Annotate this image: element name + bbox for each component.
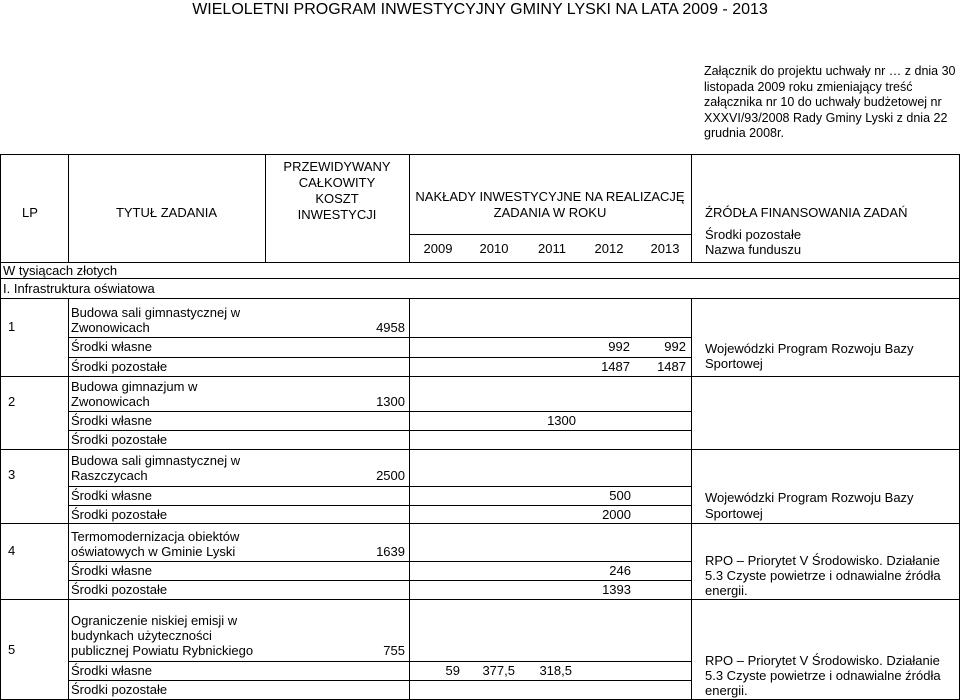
- header-title: TYTUŁ ZADANIA: [115, 205, 218, 220]
- header-spending: NAKŁADY INWESTYCYJNE NA REALIZACJĘ ZADANIA W ROKU: [415, 189, 685, 220]
- cell-value: 1487: [601, 359, 630, 374]
- task-lp: 5: [8, 642, 16, 657]
- task-lp: 3: [8, 467, 16, 482]
- task-name: oświatowych w Gminie Lyski: [71, 544, 236, 559]
- task-name: Zwonowicach: [71, 394, 150, 409]
- annex-note: Załącznik do projektu uchwały nr … z dnia 30 listopada 2009 roku zmieniający treść załącznika nr 10 do uchwały budżetowej nr XXXVI/93/2008 Rady Gminy Lyski z dnia 22 grudnia 2008r.: [704, 64, 956, 140]
- fund-name: Sportowej: [705, 506, 763, 521]
- task-cost: 1300: [376, 394, 405, 409]
- cell-value: 1393: [602, 582, 631, 597]
- task-name: Zwonowicach: [71, 320, 150, 335]
- fund-name: energii.: [705, 683, 748, 698]
- fund-name: 5.3 Czyste powietrze i odnawialne źródła: [705, 568, 941, 583]
- own-funds-label: Środki własne: [71, 488, 152, 503]
- fund-name: RPO – Priorytet V Środowisko. Działanie: [705, 553, 940, 568]
- other-funds-label: Środki pozostałe: [71, 359, 168, 374]
- cell-value: 246: [609, 563, 631, 578]
- section-title: I. Infrastruktura oświatowa: [3, 281, 155, 296]
- own-funds-label: Środki własne: [71, 563, 152, 578]
- fund-name: Wojewódzki Program Rozwoju Bazy: [705, 341, 914, 356]
- header-sources: ŹRÓDŁA FINANSOWANIA ZADAŃ: [705, 205, 908, 220]
- year-2013: 2013: [650, 241, 680, 256]
- other-funds-label: Środki pozostałe: [71, 682, 168, 697]
- cell-value: 500: [609, 488, 631, 503]
- task-name: Budowa sali gimnastycznej w: [71, 305, 241, 320]
- task-name: publicznej Powiatu Rybnickiego: [71, 643, 254, 658]
- own-funds-label: Środki własne: [71, 663, 152, 678]
- other-funds-label: Środki pozostałe: [71, 582, 168, 597]
- year-2009: 2009: [423, 241, 453, 256]
- other-funds-label: Środki pozostałe: [71, 432, 168, 447]
- task-lp: 2: [8, 394, 16, 409]
- task-name: Budowa gimnazjum w: [71, 379, 198, 394]
- units-label: W tysiącach złotych: [3, 263, 118, 278]
- fund-name: 5.3 Czyste powietrze i odnawialne źródła: [705, 668, 941, 683]
- other-funds-label: Środki pozostałe: [71, 507, 168, 522]
- fund-name: RPO – Priorytet V Środowisko. Działanie: [705, 653, 940, 668]
- fund-name: Wojewódzki Program Rozwoju Bazy: [705, 490, 914, 505]
- task-name: Termomodernizacja obiektów: [71, 529, 240, 544]
- task-cost: 2500: [376, 468, 405, 483]
- cell-value: 2000: [602, 507, 631, 522]
- cell-value: 318,5: [539, 663, 572, 678]
- year-2011: 2011: [538, 241, 566, 256]
- year-2010: 2010: [479, 241, 509, 256]
- fund-name: Sportowej: [705, 356, 763, 371]
- task-lp: 4: [8, 543, 16, 558]
- task-cost: 1639: [376, 544, 405, 559]
- cell-value: 992: [608, 339, 630, 354]
- header-other-funds: Środki pozostałe: [705, 227, 802, 242]
- cell-value: 1487: [657, 359, 686, 374]
- cell-value: 377,5: [482, 663, 515, 678]
- task-name: Ograniczenie niskiej emisji w: [71, 613, 238, 628]
- task-cost: 755: [383, 643, 405, 658]
- task-name: Raszczycach: [71, 468, 148, 483]
- cell-value: 1300: [547, 413, 576, 428]
- cell-value: 59: [445, 663, 460, 678]
- task-cost: 4958: [376, 320, 405, 335]
- task-name: Budowa sali gimnastycznej w: [71, 453, 241, 468]
- year-2012: 2012: [594, 241, 624, 256]
- header-fund-name: Nazwa funduszu: [705, 242, 802, 257]
- fund-name: energii.: [705, 583, 748, 598]
- own-funds-label: Środki własne: [71, 413, 152, 428]
- task-name: budynkach użyteczności: [71, 628, 212, 643]
- own-funds-label: Środki własne: [71, 339, 152, 354]
- task-lp: 1: [8, 319, 16, 334]
- header-cost: PRZEWIDYWANY CAŁKOWITY KOSZT INWESTYCJI: [283, 159, 391, 222]
- header-lp: LP: [22, 205, 38, 220]
- document-title: WIELOLETNI PROGRAM INWESTYCYJNY GMINY LYSKI NA LATA 2009 - 2013: [192, 1, 768, 18]
- cell-value: 992: [664, 339, 686, 354]
